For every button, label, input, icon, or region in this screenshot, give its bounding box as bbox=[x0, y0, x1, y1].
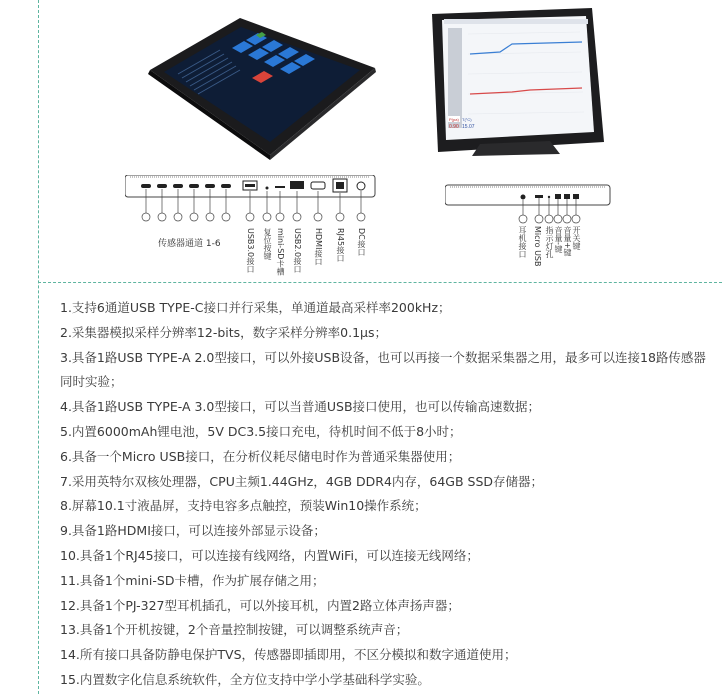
spec-item: 5.内置6000mAh锂电池，5V DC3.5接口充电，待机时间不低于8小时； bbox=[60, 423, 462, 439]
readout-label-temp: T(°C) bbox=[462, 117, 472, 122]
spec-item: 6.具备一个Micro USB接口，在分析仪耗尽储电时作为普通采集器使用； bbox=[60, 448, 461, 464]
port-label-dc: DC接口 bbox=[357, 228, 366, 256]
tablet-flat-image bbox=[120, 10, 380, 160]
spec-item: 14.所有接口具备防静电保护TVS，传感器即插即用，不区分模拟和数字通道使用； bbox=[60, 647, 517, 663]
spec-item: 9.具备1路HDMI接口，可以连接外部显示设备； bbox=[60, 523, 326, 539]
section-divider bbox=[38, 282, 722, 283]
right-side-view bbox=[445, 175, 615, 270]
readout-value-temp: 15.07 bbox=[462, 124, 475, 130]
spec-item: 3.具备1路USB TYPE-A 2.0型接口，可以外接USB设备，也可以再接一个数据采集器之用，最多可以连接18路传感器同时实验； bbox=[60, 349, 706, 390]
port-label-usb3: USB3.0接口 bbox=[246, 228, 255, 274]
port-label-vol-down: 音量-键 bbox=[554, 226, 563, 253]
port-label-headphone: 耳机接口 bbox=[518, 226, 527, 258]
left-side-view bbox=[125, 175, 385, 280]
spec-item: 11.具备1个mini-SD卡槽，作为扩展存储之用； bbox=[60, 572, 325, 588]
port-label-usb2: USB2.0接口 bbox=[293, 228, 302, 274]
readout-value-pressure: 0.90 bbox=[449, 124, 459, 130]
spec-item: 15.内置数字化信息系统软件，全方位支持中学小学基础科学实验。 bbox=[60, 671, 430, 687]
spec-list bbox=[60, 296, 710, 693]
port-label-rj45: RJ45接口 bbox=[336, 228, 345, 263]
readout-label-pressure: P(pa) bbox=[449, 117, 459, 122]
spec-item: 2.采集器模拟采样分辨率12-bits，数字采样分辨率0.1μs； bbox=[60, 324, 388, 340]
port-label-hdmi: HDMI接口 bbox=[314, 228, 323, 266]
spec-item: 12.具备1个PJ-327型耳机插孔，可以外接耳机，内置2路立体声扬声器； bbox=[60, 597, 460, 613]
spec-item: 8.屏幕10.1寸液晶屏，支持电容多点触控，预装Win10操作系统； bbox=[60, 498, 427, 514]
port-label-power: 开关键 bbox=[572, 226, 581, 250]
spec-item: 1.支持6通道USB TYPE-C接口并行采集，单通道最高采样率200kHz； bbox=[60, 300, 451, 315]
port-label-reset: 复位按键 bbox=[263, 228, 272, 260]
tablet-stand-image bbox=[420, 4, 610, 156]
spec-item: 7.采用英特尔双核处理器，CPU主频1.44GHz，4GB DDR4内存，64GB SSD存储器； bbox=[60, 473, 544, 489]
spec-item: 13.具备1个开机按键，2个音量控制按键，可以调整系统声音； bbox=[60, 622, 409, 638]
spec-item: 4.具备1路USB TYPE-A 3.0型接口，可以当普通USB接口使用，也可以传输高速数据； bbox=[60, 399, 541, 415]
sensor-channel-label: 传感器通道 1-6 bbox=[158, 239, 221, 249]
port-label-vol-up: 音量+键 bbox=[563, 226, 572, 257]
port-label-indicator: 指示灯孔 bbox=[545, 226, 554, 258]
port-label-microusb: Micro USB bbox=[533, 226, 542, 267]
left-guide-line bbox=[38, 0, 39, 694]
spec-item: 10.具备1个RJ45接口，可以连接有线网络，内置WiFi，可以连接无线网络； bbox=[60, 547, 479, 563]
port-label-minisd: mini-SD卡槽 bbox=[276, 228, 285, 276]
